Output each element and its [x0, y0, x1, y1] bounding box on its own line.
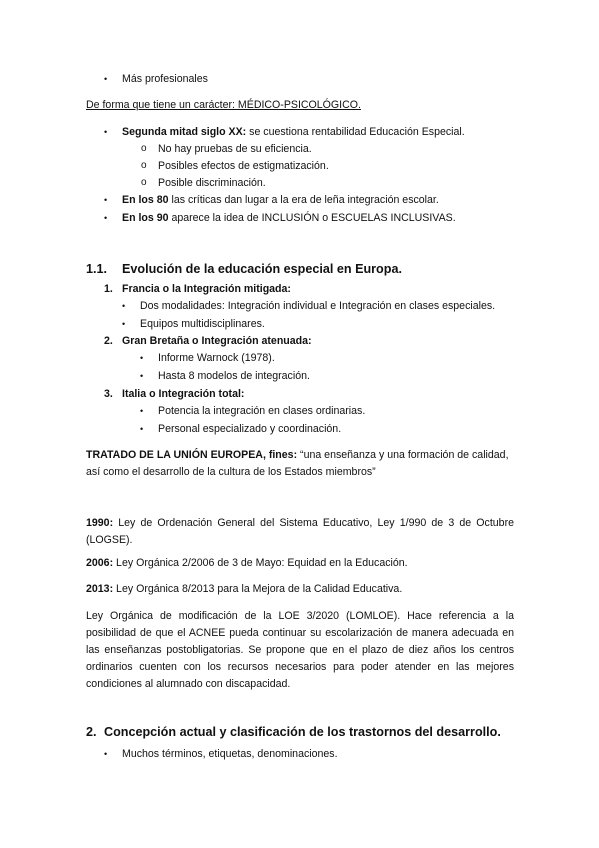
numbered-item-title: Francia o la Integración mitigada:	[122, 283, 291, 295]
list-item-text: se cuestiona rentabilidad Educación Especial.	[246, 126, 465, 138]
bullet-icon: •	[140, 406, 144, 416]
list-item: Muchos términos, etiquetas, denominaciones.	[122, 748, 338, 760]
numbered-item-number: 2.	[104, 335, 113, 347]
list-item: Personal especializado y coordinación.	[158, 423, 342, 435]
bullet-icon: •	[104, 195, 108, 205]
ley-year: 2013:	[86, 583, 114, 595]
list-item: Dos modalidades: Integración individual e Integración en clases especiales.	[140, 300, 496, 312]
list-item	[122, 194, 439, 207]
bullet-icon: •	[122, 319, 126, 329]
bullet-icon: •	[104, 213, 108, 223]
bullet-icon: •	[140, 371, 144, 381]
list-item	[122, 126, 465, 139]
bullet-icon: •	[140, 424, 144, 434]
sub-list-item: No hay pruebas de su eficiencia.	[158, 143, 312, 155]
ley-year: 2006:	[86, 557, 114, 569]
bullet-icon: •	[122, 301, 126, 311]
list-item-bold: En los 80	[122, 194, 169, 206]
bullet-icon: •	[140, 353, 144, 363]
numbered-item-number: 1.	[104, 283, 113, 295]
bullet-icon: •	[104, 127, 108, 137]
tratado-line-2: así como el desarrollo de la cultura de los Estados miembros”	[86, 466, 376, 478]
list-item: Informe Warnock (1978).	[158, 352, 275, 364]
bullet-icon: •	[104, 74, 108, 84]
list-item	[122, 212, 456, 225]
section-title: Evolución de la educación especial en Europa.	[122, 262, 402, 276]
list-item-text: aparece la idea de INCLUSIÓN o ESCUELAS INCLUSIVAS.	[168, 212, 456, 224]
ley-paragraph	[86, 557, 408, 570]
circle-bullet-icon: o	[141, 143, 147, 154]
numbered-item-number: 3.	[104, 388, 113, 400]
sub-list-item: Posibles efectos de estigmatización.	[158, 160, 329, 172]
tratado-text: “una enseñanza y una formación de calidad,	[297, 449, 509, 461]
ley-year: 1990:	[86, 517, 114, 529]
list-item-bold: Segunda mitad siglo XX:	[122, 126, 247, 138]
numbered-item-title: Gran Bretaña o Integración atenuada:	[122, 335, 312, 347]
ley-text: Ley de Ordenación General del Sistema Educativo, Ley 1/990 de 3 de Octubre (LOGSE).	[86, 517, 514, 546]
section-number: 2.	[86, 725, 97, 739]
circle-bullet-icon: o	[141, 177, 147, 188]
list-item: Potencia la integración en clases ordinarias.	[158, 405, 366, 417]
section-title: Concepción actual y clasificación de los trastornos del desarrollo.	[104, 725, 501, 739]
list-item: Equipos multidisciplinares.	[140, 318, 265, 330]
ley-text: Ley Orgánica 2/2006 de 3 de Mayo: Equidad en la Educación.	[113, 557, 408, 569]
tratado-line	[86, 449, 509, 462]
list-item-text: las críticas dan lugar a la era de leña integración escolar.	[168, 194, 439, 206]
bullet-icon: •	[104, 749, 108, 759]
circle-bullet-icon: o	[141, 160, 147, 171]
numbered-item-title: Italia o Integración total:	[122, 388, 245, 400]
forma-line: De forma que tiene un carácter: MÉDICO-PSICOLÓGICO.	[86, 99, 361, 111]
ley-text: Ley Orgánica 8/2013 para la Mejora de la Calidad Educativa.	[113, 583, 403, 595]
sub-list-item: Posible discriminación.	[158, 177, 266, 189]
list-item-bold: En los 90	[122, 212, 169, 224]
section-number: 1.1.	[86, 262, 108, 276]
ley-paragraph	[86, 583, 402, 596]
list-item: Hasta 8 modelos de integración.	[158, 370, 310, 382]
lomloe-paragraph: Ley Orgánica de modificación de la LOE 3/2020 (LOMLOE). Hace referencia a la posibilidad de que el ACNEE pueda continuar su escolarización de manera adecuada en las enseñanzas postobligatorias. Se propone que en el plazo de diez años los centros ordinarios cuenten con los recursos necesarios para poder atender en las mejores condiciones al alumnado con discapacidad.	[86, 610, 514, 690]
tratado-bold: TRATADO DE LA UNIÓN EUROPEA, fines:	[86, 449, 298, 461]
list-item: Más profesionales	[122, 73, 208, 85]
ley-paragraph	[86, 515, 514, 549]
